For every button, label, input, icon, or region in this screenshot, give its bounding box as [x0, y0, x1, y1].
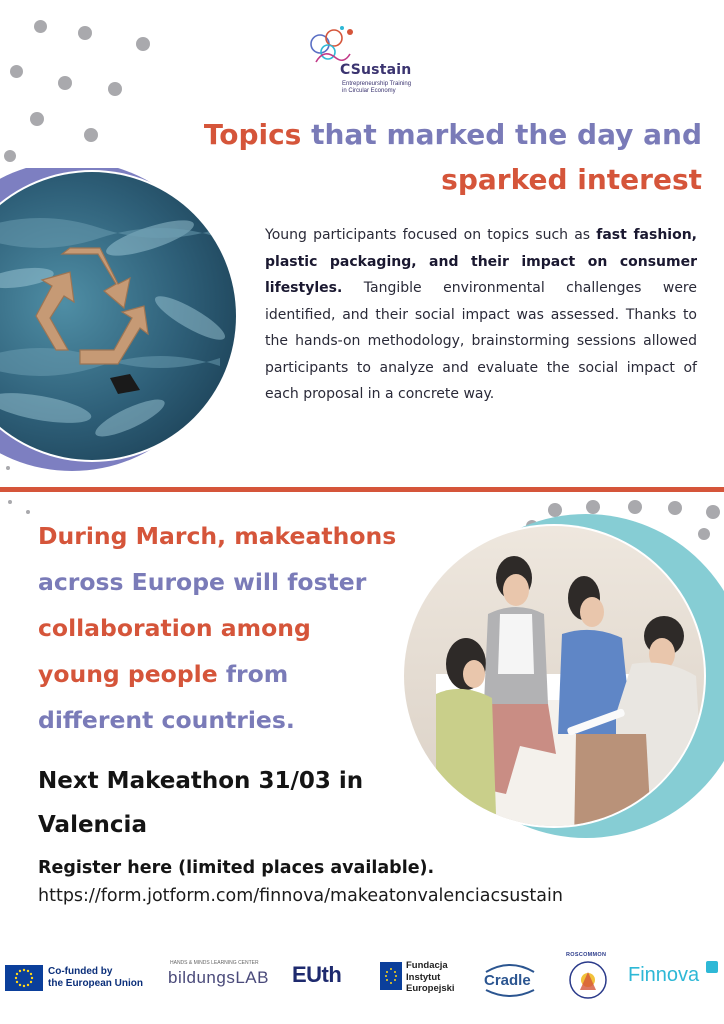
section-title-line1: Topics that marked the day and	[203, 118, 702, 151]
section-divider	[0, 487, 724, 492]
finnova-badge-icon	[706, 961, 718, 973]
section-title-line2: sparked interest	[441, 163, 702, 196]
recycle-photo	[0, 168, 242, 474]
fundacja-flag-icon	[380, 962, 402, 990]
blurb-line1: During March, makeathons	[38, 522, 397, 550]
next-makeathon-line1: Next Makeathon 31/03 in	[38, 768, 364, 794]
makeathon-blurb	[38, 513, 418, 743]
csustain-logo	[306, 22, 426, 106]
eu-cofunded-text: Co-funded by the European Union	[48, 966, 143, 989]
roscommon-logo: ROSCOMMON	[560, 950, 616, 1006]
eu-flag-icon	[5, 965, 43, 991]
register-link[interactable]: https://form.jotform.com/finnova/makeatonvalenciacsustain	[38, 886, 563, 906]
register-label: Register here (limited places available).	[38, 858, 435, 878]
blurb-line4: young people from	[38, 660, 289, 688]
euth-logo: EUth	[292, 962, 342, 987]
blurb-line5: different countries.	[38, 706, 295, 734]
blurb-line2: across Europe will foster	[38, 568, 367, 596]
next-makeathon-line2: Valencia	[38, 812, 147, 838]
cradle-logo: Cradle	[480, 960, 540, 1000]
group-photo	[396, 514, 724, 844]
logo-tagline-2: in Circular Economy	[342, 88, 396, 94]
fundacja-text: Fundacja Instytut Europejski	[406, 960, 455, 994]
blurb-line3: collaboration among	[38, 614, 311, 642]
bildungslab-logo: HANDS & MINDS LEARNING CENTER bildungsLAB	[168, 960, 269, 987]
logo-name: CSustain	[340, 62, 412, 78]
finnova-logo: Finnova	[628, 964, 700, 986]
section1-paragraph: Young participants focused on topics such as fast fashion, plastic packaging, and their impact on consumer lifestyles. Tangible environmental challenges were identified, and their social impact was assessed. Thanks to the hands-on methodology, brainstorming sessions allowed participants to analyze and evaluate the social impact of each proposal in a concrete way.	[265, 227, 697, 402]
logo-tagline-1: Entrepreneurship Training	[342, 81, 412, 87]
